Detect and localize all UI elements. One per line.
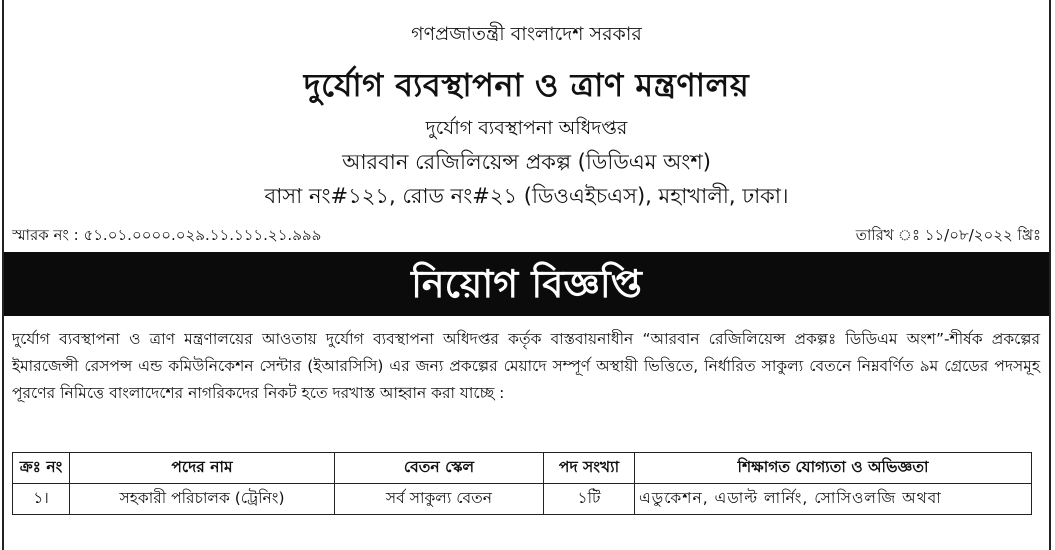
memo-reference: স্মারক নং : ৫১.০১.০০০০.০২৯.১১.১১১.২১.৯৯৯ (12, 226, 322, 244)
col-post-name: পদের নাম (70, 453, 335, 484)
cell-serial: ১। (13, 484, 70, 515)
notice-title-banner: নিয়োগ বিজ্ঞপ্তি (4, 252, 1049, 316)
cell-post-count: ১টি (544, 484, 635, 515)
project-name: আরবান রেজিলিয়েন্স প্রকল্প (ডিডিএম অংশ) (342, 150, 711, 174)
table-row (13, 484, 1032, 515)
department-name: দুর্যোগ ব্যবস্থাপনা অধিদপ্তর (425, 117, 628, 139)
col-qualification: শিক্ষাগত যোগ্যতা ও অভিজ্ঞতা (635, 453, 1032, 484)
cell-qualification: এডুকেশন, এডাল্ট লার্নিং, সোসিওলজি অথবা (635, 484, 1032, 515)
col-serial: ক্রঃ নং (13, 453, 70, 484)
government-name: গণপ্রজাতন্ত্রী বাংলাদেশ সরকার (411, 23, 642, 45)
col-pay-scale: বেতন স্কেল (335, 453, 544, 484)
ministry-title: দুর্যোগ ব্যবস্থাপনা ও ত্রাণ মন্ত্রণালয় (303, 66, 750, 104)
table-header-row (13, 453, 1032, 484)
notice-frame (2, 0, 1051, 550)
memo-date: তারিখ ঃ ১১/০৮/২০২২ খ্রিঃ (855, 226, 1041, 244)
posts-table (12, 452, 1032, 515)
col-post-count: পদ সংখ্যা (544, 453, 635, 484)
cell-pay-scale: সর্ব সাকুল্য বেতন (335, 484, 544, 515)
notice-body-text: দুর্যোগ ব্যবস্থাপনা ও ত্রাণ মন্ত্রণালয়ের আওতায় দুর্যোগ ব্যবস্থাপনা অধিদপ্তর কর্তৃক বাস্তবায়নাধীন “আরবান রেজিলিয়েন্স প্রকল্পঃ ডিডিএম অংশ”-শীর্ষক প্রকল্পের ইমারজেন্সী রেসপন্স এন্ড কমিউনিকেশন সেন্টার (ইআরসিসি) এর জন্য প্রকল্পের মেয়াদে সম্পূর্ণ অস্থায়ী ভিত্তিতে, নির্ধারিত সাকুল্য বেতনে নিম্নবর্ণিত ৯ম গ্রেডের পদসমূহ পূরণের নিমিত্তে বাংলাদেশের নাগরিকদের নিকট হতে দরখাস্ত আহ্বান করা যাচ্ছে : (12, 330, 1040, 402)
office-address: বাসা নং#১২১, রোড নং#২১ (ডিওএইচএস), মহাখালী, ঢাকা। (264, 184, 789, 208)
cell-post-name: সহকারী পরিচালক (ট্রেনিং) (70, 484, 335, 515)
